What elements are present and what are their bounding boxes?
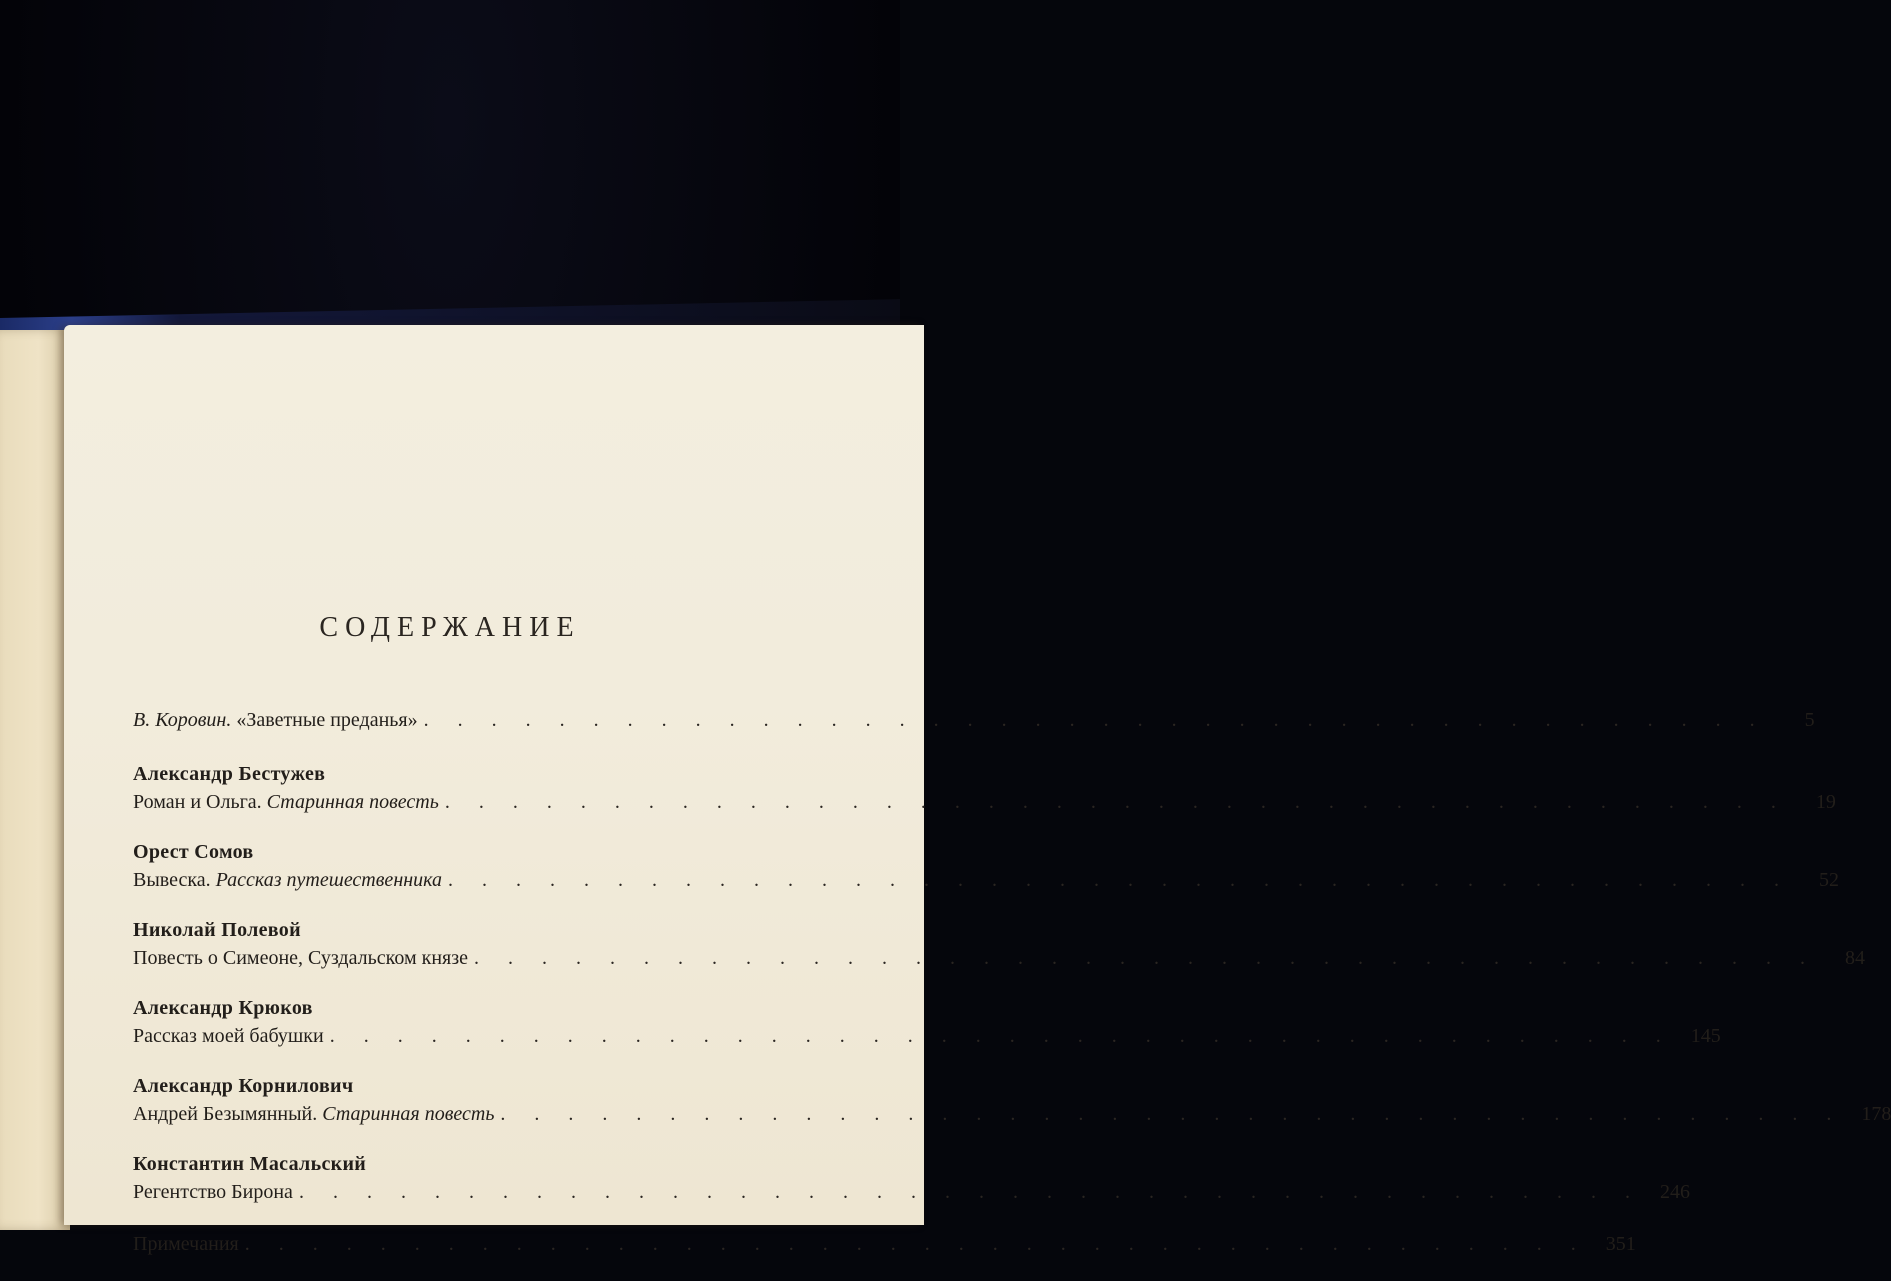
leader-dots [330, 1021, 1673, 1051]
contents-heading: СОДЕРЖАНИЕ [319, 612, 581, 643]
toc-line [133, 1177, 1690, 1207]
entry-subtitle: Рассказ путешественника [215, 869, 443, 891]
page-number: 5 [1804, 709, 1815, 731]
leader-dots [500, 1099, 1843, 1129]
entry-author: Александр Крюков [133, 997, 313, 1019]
toc-line [133, 943, 1865, 973]
toc-entry [133, 917, 1865, 973]
entry-title: Регентство Бирона [133, 1181, 293, 1203]
notes-title: Примечания [133, 1233, 239, 1255]
toc-line [133, 705, 1815, 735]
toc-entry [133, 1073, 1891, 1129]
toc-entry-intro [133, 705, 1815, 735]
leader-dots [299, 1177, 1642, 1207]
entry-author: Орест Сомов [133, 841, 254, 863]
page-number: 19 [1815, 791, 1836, 813]
toc-line [133, 865, 1840, 895]
toc-line [133, 1229, 1636, 1259]
page-number: 145 [1690, 1025, 1721, 1047]
entry-title: Андрей Безымянный. [133, 1103, 318, 1125]
intro-title: «Заветные преданья» [236, 709, 418, 731]
entry-title: Рассказ моей бабушки [133, 1025, 324, 1047]
leader-dots [245, 1229, 1588, 1259]
entry-title: Повесть о Симеоне, Суздальском князе [133, 947, 468, 969]
toc-entry [133, 761, 1836, 817]
entry-author: Николай Полевой [133, 919, 301, 941]
entry-author: Константин Масальский [133, 1153, 367, 1175]
toc-line [133, 1099, 1891, 1129]
intro-author: В. Коровин. [133, 709, 232, 731]
toc-entry [133, 839, 1840, 895]
entry-subtitle: Старинная повесть [322, 1103, 495, 1125]
toc-entry [133, 995, 1721, 1051]
page-number: 84 [1845, 947, 1865, 969]
entry-subtitle: Старинная повесть [266, 791, 439, 813]
page-number: 351 [1605, 1233, 1636, 1255]
toc-line [133, 787, 1836, 817]
entry-title: Вывеска. [133, 869, 211, 891]
entry-title: Роман и Ольга. [133, 791, 262, 813]
leader-dots [424, 705, 1767, 735]
entry-author: Александр Бестужев [133, 763, 326, 785]
page-number: 52 [1819, 869, 1840, 891]
toc-line [133, 1021, 1721, 1051]
leader-dots [445, 787, 1788, 817]
left-page-edge [0, 330, 70, 1230]
table-of-contents [133, 705, 1891, 1281]
toc-entry [133, 1151, 1690, 1207]
page-number: 246 [1659, 1181, 1690, 1203]
leader-dots [474, 943, 1817, 973]
page-number: 178 [1861, 1103, 1891, 1125]
leader-dots [448, 865, 1791, 895]
entry-author: Александр Корнилович [133, 1075, 354, 1097]
toc-entry-notes [133, 1229, 1636, 1259]
